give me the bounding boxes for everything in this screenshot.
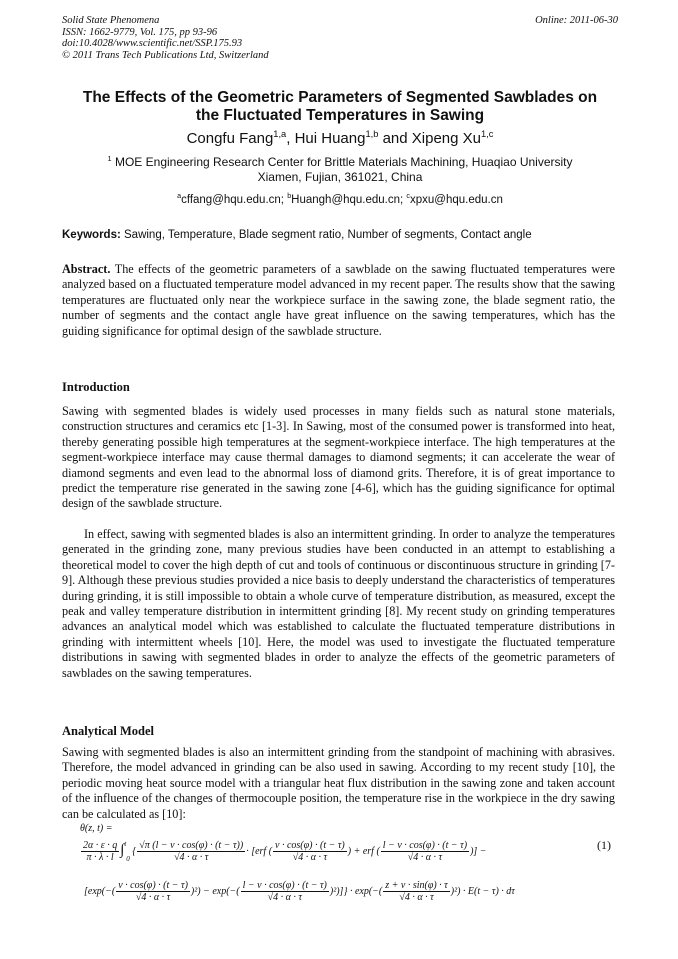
email-b-mark: b	[287, 192, 292, 201]
eq-lower-limit: 0	[126, 855, 130, 863]
email-c-mark: c	[406, 192, 410, 201]
paper-title	[62, 89, 618, 125]
affiliation-line-2: Xiamen, Fujian, 361021, China	[257, 170, 423, 184]
email-c: xpxu@hqu.edu.cn	[409, 194, 503, 206]
keywords-label: Keywords:	[62, 229, 121, 241]
eq-fraction-4: $\frac{l - v \cdot \cos(\varphi) \cdot (t - \tau)}{√4 \cdot \alpha \cdot \tau}$	[382, 840, 468, 863]
eq-erf-close: )] −	[470, 845, 487, 857]
eq-fraction-2: $\frac{√\pi (l - v \cdot \cos(\varphi) \cdot (t - \tau))}{√4 \cdot \alpha \cdot \tau}$	[139, 840, 244, 863]
affiliation-line-1: MOE Engineering Research Center for Brittle Materials Machining, Huaqiao University	[114, 155, 573, 169]
eq-fraction-5: $\frac{v \cdot \cos(\varphi) \cdot (t - \tau)}{√4 \cdot \alpha \cdot \tau}$	[118, 880, 188, 903]
eq-erf-plus: ) + erf (	[347, 845, 380, 857]
introduction-paragraph-2: In effect, sawing with segmented blades is also an intermittent grinding. In order to analyze the temperatures generated in the grinding zone, many previous studies have been conducted in an attempt to establishing a theoretical model to cover the high depth of cut and tools of continuous or discontinuous structure in grinding [7-9]. Although these previous studies provided a nice basis to deeply understand the characteristics of temperatures during grinding, it is still impossible to obtain a whole curve of temperature distribution, as measured, except the peak and valley temperature distribution in intermittent grinding [8]. My recent study on grinding temperatures advances an analytical model which was established to calculate the fluctuated temperature distributions in grinding with intermittent wheels [10]. Here, the model was used to investigate the fluctuated temperature distributions in sawing with segmented blades in order to analyze the effects of the geometric parameters of sawblades on the sawing temperatures.	[62, 527, 615, 680]
abstract-label: Abstract.	[62, 262, 111, 276]
author-list	[62, 130, 618, 148]
affiliation-mark: 1	[107, 154, 112, 163]
eq-exp-times: )²)]} · exp(−(	[329, 885, 383, 897]
email-a-mark: a	[177, 192, 182, 201]
author-2-mark: 1,b	[365, 129, 379, 139]
title-line-2: the Fluctuated Temperatures in Sawing	[195, 107, 485, 124]
analytical-model-heading: Analytical Model	[62, 724, 155, 738]
equation-number: (1)	[597, 838, 611, 852]
keywords-text: Sawing, Temperature, Blade segment ratio, Number of segments, Contact angle	[124, 229, 532, 241]
online-date: Online: 2011-06-30	[535, 15, 618, 26]
introduction-heading: Introduction	[62, 380, 130, 394]
eq-upper-limit: t	[124, 840, 127, 848]
author-3-mark: 1,c	[481, 129, 494, 139]
copyright-line: © 2011 Trans Tech Publications Ltd, Switzerland	[62, 49, 269, 61]
issn-line: ISSN: 1662-9779, Vol. 175, pp 93-96	[62, 26, 218, 38]
email-b: Huangh@hqu.edu.cn;	[291, 194, 407, 206]
email-a: cffang@hqu.edu.cn;	[181, 194, 288, 206]
eq-tail: )²) · E(t − τ) · dτ	[450, 885, 515, 897]
email-list	[62, 193, 618, 207]
eq-exp-open: [exp(−(	[84, 885, 116, 897]
journal-name: Solid State Phenomena	[62, 15, 160, 26]
abstract-text: The effects of the geometric parameters of a sawblade on the sawing fluctuated temperatures were analyzed based on a fluctuated temperature model advanced in my recent paper. The results show that the sawing temperatures are fluctuated only near the workpiece surface in the sawing zone, the blade segment ratio, the number of segments and the contact angle have great influence on the sawing temperatures, which has the guiding significance for optimal design of the sawblade structure.	[62, 262, 616, 338]
eq-exp-minus: )²) − exp(−(	[190, 885, 240, 897]
eq-integral: ∫	[120, 841, 125, 858]
author-sep-1: ,	[286, 130, 295, 147]
author-1-mark: 1,a	[273, 129, 287, 139]
author-2: Hui Huang	[294, 130, 366, 147]
abstract	[62, 262, 615, 339]
eq-fraction-6: $\frac{l - v \cdot \cos(\varphi) \cdot (t - \tau)}{√4 \cdot \alpha \cdot \tau}$	[242, 880, 327, 903]
eq-fraction-7: $\frac{z + v \cdot \sin(\varphi) \cdot \tau}{√4 \cdot \alpha \cdot \tau}$	[385, 880, 448, 903]
eq-erf-open: · [erf (	[246, 845, 273, 857]
author-3: Xipeng Xu	[411, 130, 482, 147]
equation-row-1: $\frac{2\alpha \cdot \varepsilon \cdot q}{\pi \cdot \lambda \cdot l}$ ∫$^t$0 { $\frac{√\pi (l - v \cdot \cos(\varphi) \cdot (t - \tau))}{√4 \cdot \alpha \cdot \tau}$ · [erf ( $\frac{v \cdot \cos(\varphi) \cdot (t - \tau)}{√4 \cdot \alpha \cdot \tau}$ ) + erf ( $\frac{l - v \cdot \cos(\varphi) \cdot (t - \tau)}{√4 \cdot \alpha \cdot \tau}$ )] −	[83, 840, 487, 863]
title-line-1: The Effects of the Geometric Parameters of Segmented Sawblades on	[82, 89, 598, 106]
doi-line: doi:10.4028/www.scientific.net/SSP.175.93	[62, 38, 243, 49]
journal-header	[62, 15, 618, 61]
affiliation	[62, 155, 618, 185]
author-sep-2: and	[378, 130, 412, 147]
keywords	[62, 228, 618, 242]
eq-fraction-3: $\frac{v \cdot \cos(\varphi) \cdot (t - \tau)}{√4 \cdot \alpha \cdot \tau}$	[275, 840, 345, 863]
equation-lhs: θ(z, t) =	[80, 823, 113, 834]
introduction-paragraph-1: Sawing with segmented blades is widely used processes in many fields such as natural stone materials, construction structures and ceramics etc [1-3]. In Sawing, most of the consumed power is transformed into heat, thereby generating possible high temperatures at the segment-workpiece interface. The high temperatures at the segment-workpiece interface may cause thermal damages to diamond segments; it can accelerate the wear of diamond segments and even lead to the abnormal loss of diamond grits. Therefore, it is of great importance to predict the temperature rise generated in the sawing zone [4-6], which has the guiding significance for optimal design of the sawblade structure.	[62, 404, 615, 511]
analytical-model-paragraph: Sawing with segmented blades is also an intermittent grinding from the standpoint of machining with abrasives. Therefore, the model advanced in grinding can be also used in sawing. According to my recent study [10], the periodic moving heat source model with a triangular heat flux distribution in the sawing zone and taken account of the influence of the changes of thermocouple position, the temperature rise in the workpiece in the dry sawing can be calculated as [10]:	[62, 745, 615, 821]
eq-fraction-1: $\frac{2\alpha \cdot \varepsilon \cdot q}{\pi \cdot \lambda \cdot l}$	[83, 840, 118, 863]
author-1: Congfu Fang	[186, 130, 274, 147]
equation-row-2	[84, 880, 624, 903]
